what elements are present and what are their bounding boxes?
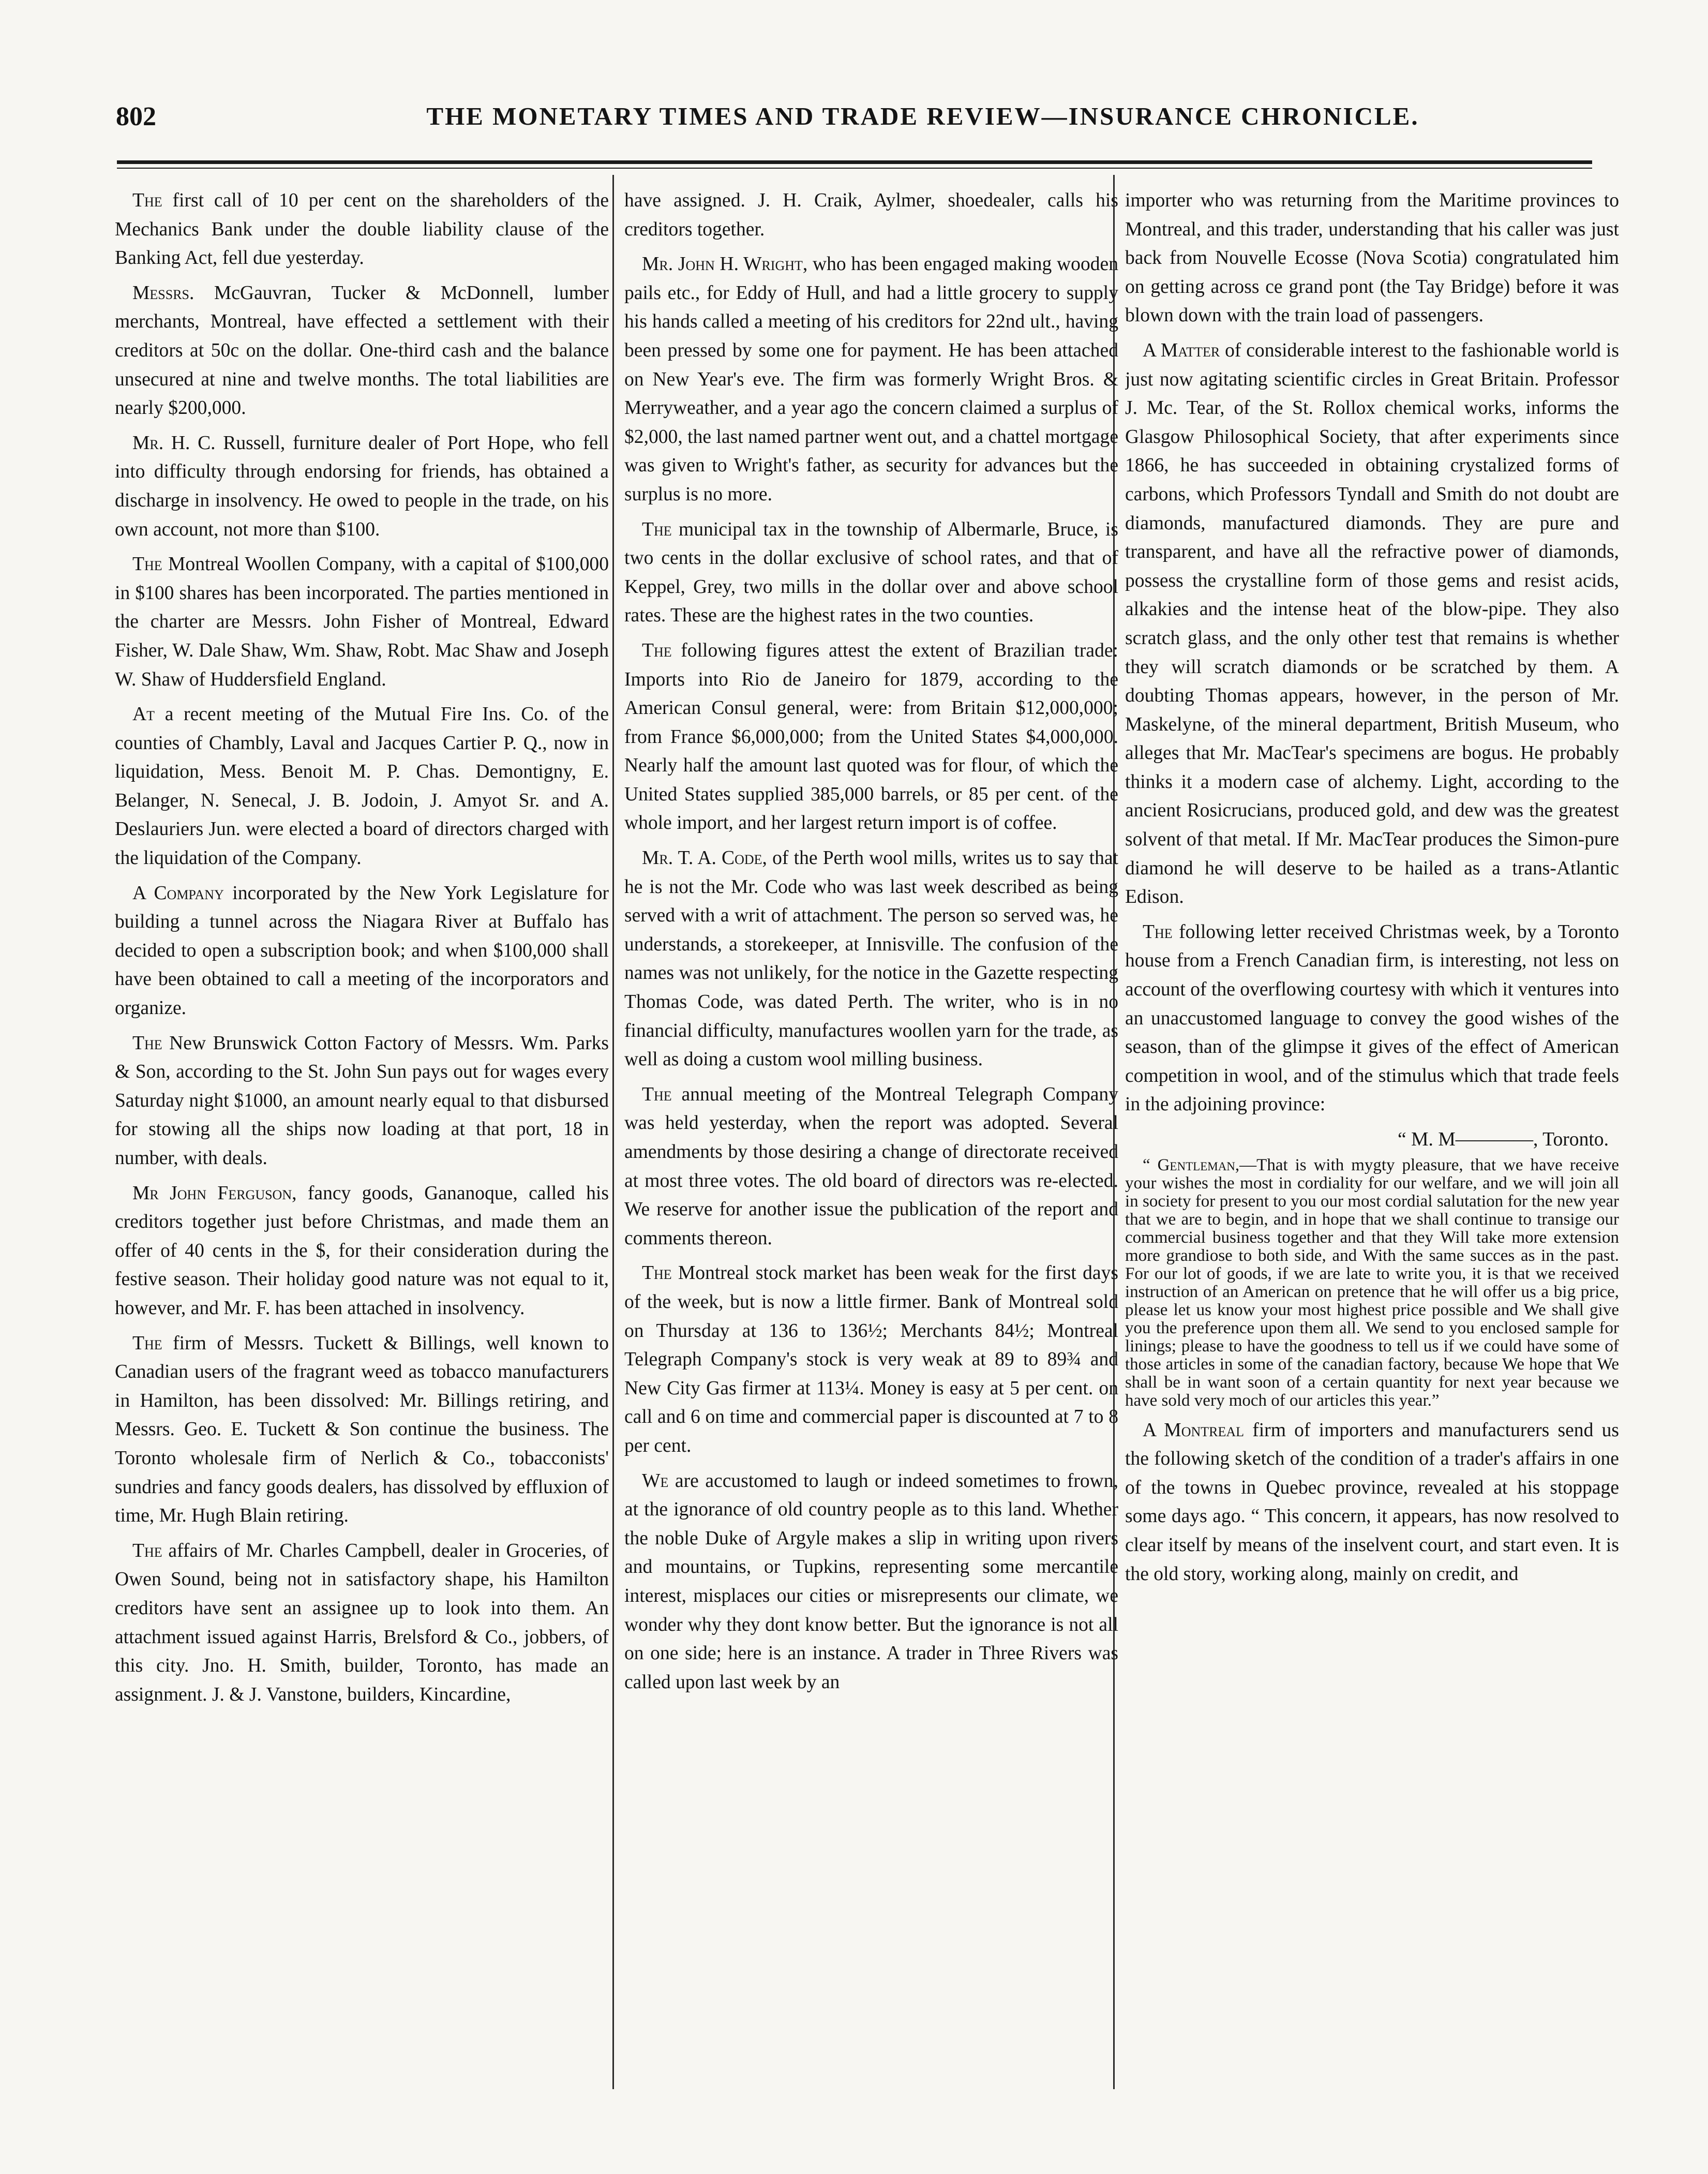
news-paragraph (115, 429, 609, 544)
paragraph-lead: The (132, 1332, 162, 1354)
header-rule (117, 160, 1592, 164)
news-paragraph (1125, 336, 1619, 912)
paragraph-text: firm of Messrs. Tuckett & Billings, well known to Canadian users of the fragrant weed as tobacco manufacturers in Hamilton, has been dissolved: Mr. Billings retiring, and Messrs. Geo. E. Tuckett & Son continue the business. The Toronto wholesale firm of Nerlich & Co., tobacconists' sundries and fancy goods dealers, has dissolved by effluxion of time, Mr. Hugh Blain retiring. (115, 1332, 609, 1527)
running-head: THE MONETARY TIMES AND TRADE REVIEW—INSURANCE CHRONICLE. (426, 102, 1419, 130)
paragraph-text: importer who was returning from the Maritime provinces to Montreal, and this trader, understanding that his caller was just back from Nouvelle Ecosse (Nova Scotia) congratulated him on getting across ce grand pont (the Tay Bridge) before it was blown down with the train load of passengers. (1125, 190, 1619, 326)
paragraph-text: of the Perth wool mills, writes us to say that he is not the Mr. Code who was last week described as being served with a writ of attachment. The person so served was, he understands, a storekeeper, at Innisville. The confusion of the names was not unlikely, for the notice in the Gazette respecting Thomas Code, was dated Perth. The writer, who is in no financial difficulty, manufactures woollen yarn for the trade, as well as doing a custom wool milling business. (624, 847, 1118, 1070)
page-header (116, 101, 1590, 143)
news-paragraph (115, 550, 609, 694)
paragraph-lead: A Montreal (1143, 1419, 1245, 1441)
paragraph-lead: Mr. John H. Wright, (642, 254, 808, 275)
article-column-3 (1125, 186, 1619, 2095)
paragraph-text: affairs of Mr. Charles Campbell, dealer in Groceries, of Owen Sound, being not in satisfactory shape, his Hamilton creditors have sent an assignee up to look into them. An attachment issued against Harris, Brelsford & Co., jobbers, of this city. Jno. H. Smith, builder, Toronto, has made an assignment. J. & J. Vanstone, builders, Kincardine, (115, 1540, 609, 1705)
paragraph-text: annual meeting of the Montreal Telegraph Company was held yesterday, when the report was adopted. Several amendments by those desiring a change of directorate received at most three votes. The old board of directors was re-elected. We reserve for another issue the publication of the report and comments thereon. (624, 1083, 1118, 1249)
news-paragraph (624, 1467, 1118, 1697)
paragraph-text: of considerable interest to the fashionable world is just now agitating scientific circles in Great Britain. Professor J. Mc. Tear, of the St. Rollox chemical works, informs the Glasgow Philosophical Society, that after experiments since 1866, he has succeeded in obtaining crystalized forms of carbons, which Professors Tyndall and Smith do not doubt are diamonds, manufactured diamonds. They are pure and transparent, and have all the refractive power of diamonds, possess the crystalline form of those gems and resist acids, alkakies and the intense heat of the blow-pipe. They also scratch glass, and the only other test that remains is whether they will scratch diamonds or be scratched by them. A doubting Thomas appears, however, in the person of Mr. Maskelyne, of the mineral department, British Museum, who alleges that Mr. MacTear's specimens are bogus. He probably thinks it a modern case of alchemy. Light, according to the ancient Rosicrucians, produced gold, and dew was the greatest solvent of that metal. If Mr. MacTear produces the Simon-pure diamond he will deserve to be hailed as a trans-Atlantic Edison. (1125, 339, 1619, 908)
news-paragraph (115, 1329, 609, 1530)
paragraph-lead: The (642, 1262, 672, 1284)
paragraph-text: Montreal stock market has been weak for the first days of the week, but is now a little firmer. Bank of Montreal sold on Thursday at 136 to 136½; Merchants 84½; Montreal Telegraph Company's stock is very weak at 89 to 89¾ and New City Gas firmer at 113¼. Money is easy at 5 per cent. on call and 6 on time and commercial paper is discounted at 7 to 8 per cent. (624, 1262, 1118, 1456)
news-paragraph (115, 1179, 609, 1323)
news-paragraph (115, 186, 609, 273)
paragraph-text: first call of 10 per cent on the shareholders of the Mechanics Bank under the double liability clause of the Banking Act, fell due yesterday. (115, 190, 609, 269)
column-3-paragraphs (1125, 186, 1619, 1119)
paragraph-lead: Mr. (132, 432, 164, 454)
paragraph-text: incorporated by the New York Legislature for building a tunnel across the Niagara River at Buffalo has decided to open a subscription book; and when $100,000 shall have been obtained to call a meeting of the incorporators and organize. (115, 882, 609, 1019)
paragraph-text: Montreal Woollen Company, with a capital of $100,000 in $100 shares has been incorporated. The parties mentioned in the charter are Messrs. John Fisher of Montreal, Edward Fisher, W. Dale Shaw, Wm. Shaw, Robt. Mac Shaw and Joseph W. Shaw of Huddersfield England. (115, 554, 609, 690)
news-paragraph (624, 1259, 1118, 1460)
paragraph-text: H. C. Russell, furniture dealer of Port Hope, who fell into difficulty through endorsing for friends, has obtained a discharge in insolvency. He owed to people in the trade, on his own account, not more than $100. (115, 432, 609, 540)
paragraph-text: McGauvran, Tucker & McDonnell, lumber merchants, Montreal, have effected a settlement with their creditors at 50c on the dollar. One-third cash and the balance unsecured at nine and twelve months. The total liabilities are nearly $200,000. (115, 282, 609, 419)
paragraph-lead: We (642, 1470, 669, 1492)
paragraph-lead: The (642, 639, 672, 661)
paragraph-text: who has been engaged making wooden pails etc., for Eddy of Hull, and had a little grocery to supply his hands called a meeting of his creditors for 22nd ult., having been pressed by some one for payment. He has been attached on New Year's eve. The firm was formerly Wright Bros. & Merryweather, and a year ago the concern claimed a surplus of $2,000, the last named partner went out, and a chattel mortgage was given to Wright's father, as security for advances but the surplus is no more. (624, 254, 1118, 505)
paragraph-lead: At (132, 704, 155, 725)
paragraph-lead: Mr. T. A. Code, (642, 847, 767, 869)
news-paragraph (624, 844, 1118, 1074)
news-paragraph (624, 1080, 1118, 1253)
news-paragraph (1125, 186, 1619, 330)
news-paragraph (624, 186, 1118, 244)
news-paragraph (1125, 1416, 1619, 1589)
paragraph-lead: The (132, 190, 162, 211)
paragraph-text: a recent meeting of the Mutual Fire Ins. Co. of the counties of Chambly, Laval and Jacques Cartier P. Q., now in liquidation, Mess. Benoit M. P. Chas. Demontigny, E. Belanger, N. Senecal, J. B. Jodoin, J. Amyot Sr. and A. Deslauriers Jun. were elected a board of directors charged with the liquidation of the Company. (115, 704, 609, 869)
letter-address: “ M. M————, Toronto. (1398, 1129, 1609, 1150)
paragraph-lead: The (132, 1540, 162, 1561)
paragraph-text: following figures attest the extent of Brazilian trade: Imports into Rio de Janeiro for 1879, according to the American Consul general, were: from Britain $12,000,000; from France $6,000,000; from the United States $4,000,000. Nearly half the amount last quoted was for flour, of which the United States supplied 385,000 barrels, or 85 per cent. of the whole import, and her largest return import is of coffee. (624, 639, 1118, 834)
news-paragraph (624, 636, 1118, 838)
paragraph-lead: The (132, 1032, 162, 1054)
paragraph-text: are accustomed to laugh or indeed sometimes to frown, at the ignorance of old country people as to this land. Whether the noble Duke of Argyle makes a slip in writing upon rivers and mountains, or Tupkins, representing some mercantile interest, misplaces our cities or misrepresents our climate, we wonder why they dont know better. But the ignorance is not all on one side; here is an instance. A trader in Three Rivers was called upon last week by an (624, 1470, 1118, 1693)
paragraph-lead: The (1143, 921, 1173, 943)
header-rule-thin (117, 168, 1592, 169)
paragraph-lead: The (642, 518, 672, 540)
news-paragraph (1125, 918, 1619, 1119)
page-number: 802 (116, 102, 156, 131)
paragraph-lead: Mr John Ferguson, (132, 1182, 297, 1204)
news-paragraph (115, 1537, 609, 1709)
paragraph-text: fancy goods, Gananoque, called his creditors together just before Christmas, and made them an offer of 40 cents in the $, for their consideration during the festive season. Their holiday good nature was not equal to it, however, and Mr. F. has been attached in insolvency. (115, 1182, 609, 1319)
paragraph-lead: A Company (132, 882, 224, 904)
paragraph-lead: The (132, 554, 162, 575)
article-column-1 (115, 186, 609, 2095)
paragraph-text: firm of importers and manufacturers send us the following sketch of the condition of a trader's affairs in one of the towns in Quebec province, revealed at his stoppage some days ago. “ This concern, it appears, has now resolved to clear itself by means of the inselvent court, and start even. It is the old story, working along, mainly on credit, and (1125, 1419, 1619, 1585)
paragraph-text: municipal tax in the township of Albermarle, Bruce, is two cents in the dollar exclusive of school rates, and that of Keppel, Grey, two mills in the dollar over and above school rates. These are the highest rates in the two counties. (624, 518, 1118, 627)
paragraph-lead: A Matter (1143, 339, 1220, 361)
paragraph-lead: Messrs. (132, 282, 194, 304)
news-paragraph (115, 279, 609, 423)
news-paragraph (115, 700, 609, 873)
letter-salutation: “ Gentleman, (1143, 1155, 1240, 1174)
paragraph-text: New Brunswick Cotton Factory of Messrs. Wm. Parks & Son, according to the St. John Sun pays out for wages every Saturday night $1000, an amount nearly equal to that disbursed for stowing all the ships now loading at that port, 18 in number, with deals. (115, 1032, 609, 1169)
news-paragraph (115, 1029, 609, 1173)
news-paragraph (624, 250, 1118, 509)
column-divider (612, 175, 614, 2089)
paragraph-text: following letter received Christmas week, by a Toronto house from a French Canadian firm, is interesting, not less on account of the overflowing courtesy with which it ventures into an unaccustomed language to convey the good wishes of the season, than of the glimpse it gives of the effect of American competition in wool, and of the stimulus which that trade feels in the adjoining province: (1125, 921, 1619, 1115)
letter-body (1125, 1156, 1619, 1410)
news-paragraph (624, 515, 1118, 630)
news-paragraph (115, 879, 609, 1023)
paragraph-lead: The (642, 1083, 672, 1105)
article-column-2 (624, 186, 1118, 2095)
paragraph-text: have assigned. J. H. Craik, Aylmer, shoedealer, calls his creditors together. (624, 190, 1118, 240)
letter-text: —That is with mygty pleasure, that we have receive your wishes the most in cordiality for our welfare, and we will join all in society for present to you our most cordial salutation for the new year that we are to begin, and in hope that we shall continue to transige our commercial business together and that they Will take more extension more grandiose to both side, and With the same succes as in the past. For our lot of goods, if we are late to write you, it is that we received instruction of an American on pretence that he will offer us a big price, please let us know your most highest price possible and We shall give you the preference upon them all. We send to you enclosed sample for linings; please to have the goodness to tell us if we could have some of those articles in some of the canadian factory, because We hope that We shall be in want soon of a certain quantity for next year because we have sold very moch of our articles this year.” (1125, 1155, 1619, 1410)
